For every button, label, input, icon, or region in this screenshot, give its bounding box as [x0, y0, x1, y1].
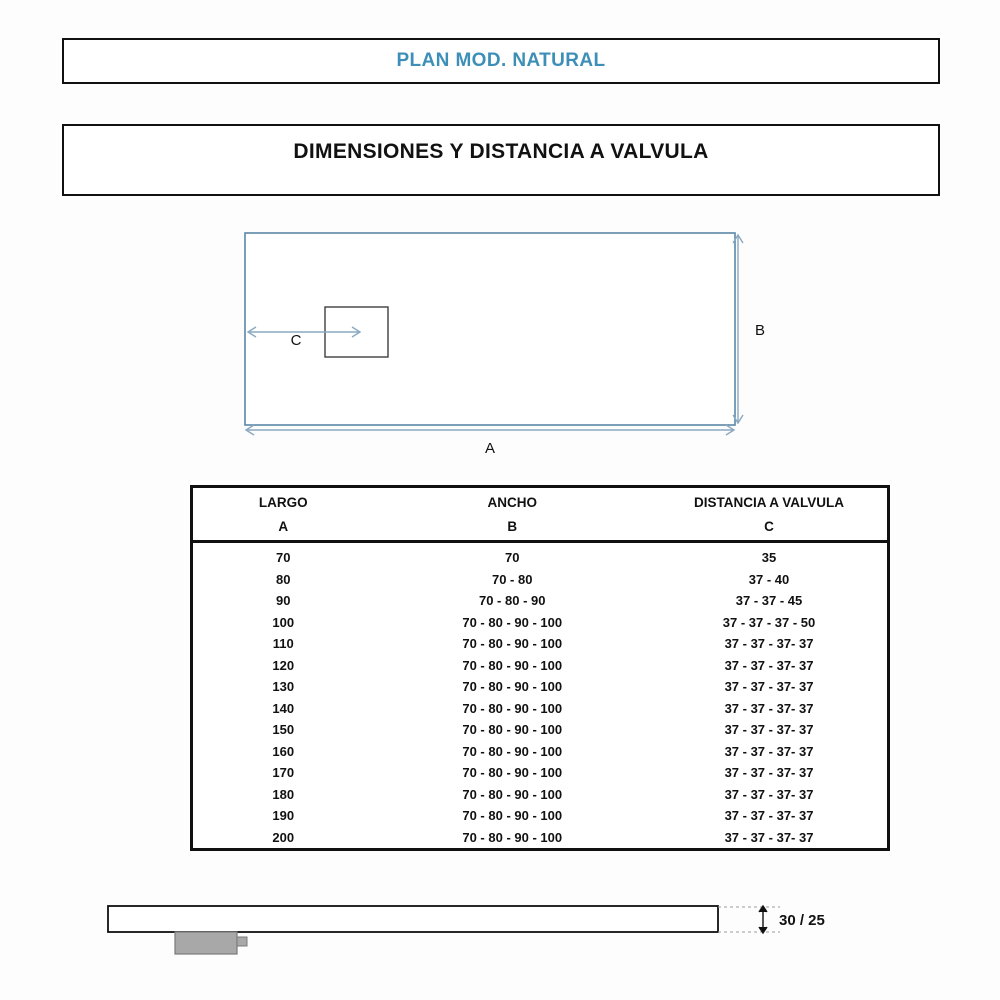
- cell-distancia: 37 - 37 - 37- 37: [724, 743, 814, 759]
- cell-ancho: 70 - 80 - 90 - 100: [462, 657, 563, 673]
- title-banner-text: PLAN MOD. NATURAL: [396, 50, 606, 71]
- cell-distancia: 37 - 37 - 37- 37: [724, 636, 814, 651]
- table-subheader-row: [193, 512, 887, 542]
- subtitle-banner: [62, 124, 940, 196]
- cell-ancho: 70 - 80 - 90 - 100: [462, 679, 563, 694]
- cell-ancho: 70 - 80 - 90: [478, 593, 546, 608]
- tray-outline: [245, 233, 735, 425]
- cell-ancho: 70 - 80: [491, 571, 533, 587]
- table-header-row: [193, 488, 887, 512]
- table-body: [193, 542, 887, 849]
- cell-distancia: 35: [761, 550, 777, 565]
- table-row: [193, 784, 887, 806]
- cell-distancia: 37 - 37 - 37- 37: [724, 829, 814, 845]
- cell-ancho: 70 - 80 - 90 - 100: [462, 722, 563, 737]
- cell-largo: 70: [275, 550, 291, 565]
- cell-ancho: 70 - 80 - 90 - 100: [462, 743, 563, 759]
- cell-ancho: 70 - 80 - 90 - 100: [462, 786, 563, 802]
- cell-distancia: 37 - 37 - 37- 37: [724, 722, 814, 737]
- header-distancia: DISTANCIA A VALVULA: [694, 495, 845, 510]
- dimension-a-label: A: [484, 440, 496, 457]
- table-row: [193, 569, 887, 591]
- cell-ancho: 70 - 80 - 90 - 100: [462, 765, 563, 780]
- plan-view-drawing: [200, 225, 800, 465]
- cell-distancia: 37 - 37 - 37- 37: [724, 700, 814, 716]
- dimensions-table: [190, 485, 890, 851]
- table-row: [193, 590, 887, 612]
- cell-distancia: 37 - 37 - 45: [735, 593, 803, 608]
- dimension-c-label: C: [290, 332, 302, 349]
- header-letter-a: A: [193, 512, 373, 542]
- cell-largo: 200: [272, 829, 295, 845]
- cell-largo: 180: [272, 786, 295, 802]
- tray-profile: [108, 906, 718, 932]
- table-row: [193, 805, 887, 827]
- title-banner: [62, 38, 940, 84]
- header-letter-b: B: [373, 512, 651, 542]
- waste-trap-body: [175, 932, 237, 954]
- cell-ancho: 70 - 80 - 90 - 100: [462, 614, 563, 630]
- cell-largo: 120: [272, 657, 295, 673]
- table-row: [193, 698, 887, 720]
- height-dimension-arrow: [759, 906, 767, 933]
- dimension-b-label: B: [754, 322, 766, 339]
- cell-distancia: 37 - 40: [748, 571, 790, 587]
- cell-ancho: 70 - 80 - 90 - 100: [462, 700, 563, 716]
- cell-largo: 170: [272, 765, 295, 780]
- cell-ancho: 70: [505, 550, 520, 565]
- cell-distancia: 37 - 37 - 37- 37: [724, 786, 814, 802]
- cell-largo: 80: [275, 571, 291, 587]
- cell-largo: 110: [272, 636, 294, 651]
- table-row: [193, 612, 887, 634]
- cell-distancia: 37 - 37 - 37- 37: [724, 679, 814, 694]
- cell-largo: 130: [272, 679, 295, 694]
- header-largo: LARGO: [258, 495, 308, 510]
- table-row: [193, 542, 887, 569]
- table-row: [193, 633, 887, 655]
- header-ancho: ANCHO: [487, 495, 537, 510]
- cell-largo: 190: [272, 808, 295, 823]
- table-row: [193, 762, 887, 784]
- cell-largo: 150: [272, 722, 295, 737]
- header-letter-c: C: [651, 512, 887, 542]
- cell-ancho: 70 - 80 - 90 - 100: [462, 829, 563, 845]
- cell-largo: 100: [272, 614, 295, 630]
- dimension-a-arrow: [246, 425, 734, 435]
- table-row: [193, 741, 887, 763]
- cell-distancia: 37 - 37 - 37- 37: [724, 657, 814, 673]
- waste-trap-outlet: [237, 937, 247, 946]
- cell-largo: 90: [275, 593, 291, 608]
- side-elevation-drawing: [95, 898, 895, 968]
- cell-largo: 160: [272, 743, 295, 759]
- cell-ancho: 70 - 80 - 90 - 100: [462, 636, 563, 651]
- cell-distancia: 37 - 37 - 37- 37: [724, 808, 814, 823]
- subtitle-banner-text: DIMENSIONES Y DISTANCIA A VALVULA: [293, 140, 709, 163]
- height-extension-lines: [718, 907, 780, 932]
- cell-ancho: 70 - 80 - 90 - 100: [462, 808, 563, 823]
- table-row: [193, 676, 887, 698]
- table-row: [193, 655, 887, 677]
- cell-distancia: 37 - 37 - 37 - 50: [722, 614, 816, 630]
- table-row: [193, 827, 887, 849]
- cell-distancia: 37 - 37 - 37- 37: [724, 765, 814, 780]
- height-dimension-label: 30 / 25: [779, 912, 825, 929]
- cell-largo: 140: [272, 700, 295, 716]
- table-row: [193, 719, 887, 741]
